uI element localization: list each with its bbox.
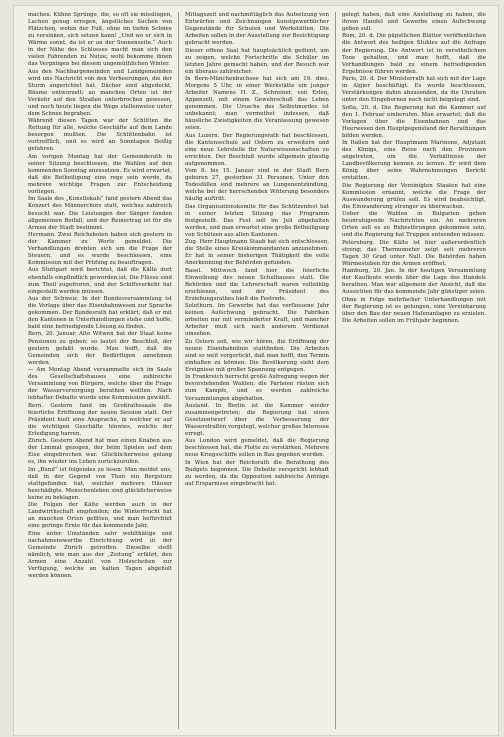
- article-paragraph: machen. Kühne Sprünge, die, so oft sie misslingen, Lachen genug erregen, ängstliches Suchen von Plätzchen, wohin der Fuß, ohne im tiefen Schnee zu versinken, sich setzen kann! „Und wo er sich in Wärme sonnt, da ist er an der Sonnenseite.“ Auch in der Nähe des Schlosses macht man sich den vielen Fahrenden zu Nutze; wohl bekomme ihnen das Vergnügen bei diesem ungemüthlichen Winter.: [28, 12, 172, 68]
- article-paragraph: Ueber die Wahlen in Bulgarien gehen beunruhigende Nachrichten ein. An mehreren Orten soll es zu Ruhestörungen gekommen sein, und die Regierung hat Truppen entsenden müssen.: [342, 211, 486, 239]
- column-middle: [178, 12, 335, 729]
- article-paragraph: Basel. Mittwoch fand hier die feierliche Einweihung des neuen Schulhauses statt. Die Behörden und die Lehrerschaft waren vollzählig erschienen, und der Präsident des Erziehungsrathes hielt die Festrede.: [185, 267, 329, 302]
- article-paragraph: Aus Stuttgart wird berichtet, daß die Kälte dort ebenfalls empfindlich geworden ist. Die Flüsse sind zum Theil zugefroren, und der Schiffsverkehr hat eingestellt werden müssen.: [28, 267, 172, 295]
- article-paragraph: Während diesen Tagen war der Schlitten die Rettung für alle, welche Geschäfte auf dem Lande besorgen mußten. Die Schlittenbahn ist vortrefflich, und es wird an Sonntagen fleißig gefahren.: [28, 118, 172, 153]
- article-paragraph: Sofia, 20. d. Die Regierung hat die Kammer auf den 1. Februar einberufen. Man erwartet, daß die Vorlagen über die Eisenbahnen und das Heerwesen den Hauptgegenstand der Berathungen bilden werden.: [342, 104, 486, 139]
- article-paragraph: Aus Luzern. Der Regierungsrath hat beschlossen, die Kantonsschule auf Ostern zu erweitern und eine neue Lehrstelle für Naturwissenschaften zu errichten. Der Beschluß wurde allgemein günstig aufgenommen.: [185, 132, 329, 167]
- article-paragraph: Im „Bund“ ist folgendes zu lesen: Man meldet uns, daß in der Gegend von Thun ein Bergsturz stattgefunden hat, welcher mehrere Häuser beschädigte. Menschenleben sind glücklicherweise keine zu beklagen.: [28, 466, 172, 501]
- column-right: [335, 12, 492, 729]
- article-paragraph: Aus der Schweiz. In der Bundesversammlung ist die Vorlage über das Eisenbahnwesen zur Sprache gekommen. Der Bundesrath hat erklärt, daß er mit den Kantonen in Unterhandlungen stehe und hoffe, bald eine befriedigende Lösung zu finden.: [28, 295, 172, 331]
- article-paragraph: Bern. Gestern fand im Großrathssaale die feierliche Eröffnung der neuen Session statt. Der Präsident hielt eine Ansprache, in welcher er auf die wichtigen Geschäfte hinwies, welche der Erledigung harren.: [28, 402, 172, 437]
- article-paragraph: In Frankreich herrscht große Aufregung wegen der bevorstehenden Wahlen; die Parteien rüsten sich zum Kampfe, und es werden zahlreiche Versammlungen abgehalten.: [185, 374, 329, 402]
- article-paragraph: Paris, 20. d. Der Ministerrath hat sich mit der Lage in Algier beschäftigt. Es wurde beschlossen, Verstärkungen dahin abzusenden, da die Unruhen unter den Eingebornen noch nicht beigelegt sind.: [342, 76, 486, 104]
- article-paragraph: Vom 8. bis 15. Januar sind in der Stadt Bern geboren 27, gestorben 31 Personen. Unter den Todesfällen sind mehrere an Lungenentzündung, welche bei der herrschenden Witterung besonders häufig auftritt.: [185, 168, 329, 203]
- article-paragraph: Eine unter Umständen sehr wohlthätige und nachahmenswerthe Einrichtung wird in der Gemeinde Zürich getroffen. Dieselbe stellt nämlich, wie man aus der „Zeitung“ erfährt, den Armen eine Anzahl von Holzscheiten zur Verfügung, welche an kalten Tagen abgeholt werden können.: [28, 530, 172, 579]
- article-paragraph: In Bern-Münchenbuchsee hat sich am 19. dies. Morgens 5 Uhr, in einer Werkstätte ein junger Arbeiter Namens H. Z., Schreiner, von Erlen, Appenzell, mit einem Gewehrschuß das Leben genommen. Die Ursache des Selbstmordes ist unbekannt; man vermuthet indessen, daß häusliche Zwistigkeiten die Veranlassung gewesen seien.: [185, 76, 329, 132]
- article-paragraph: Am vorigen Montag hat der Gemeinderath in seiner Sitzung beschlossen, die Wahlen auf den kommenden Sonntag anzusetzen. Es wird erwartet, daß die Betheiligung eine rege sein werde, da mehrere wichtige Fragen zur Entscheidung vorliegen.: [28, 153, 172, 196]
- article-paragraph: — Am Montag Abend versammelte sich im Saale des Gesellschaftshauses eine zahlreiche Versammlung von Bürgern, welche über die Frage der Wasserversorgung berathen wollten. Nach lebhafter Debatte wurde eine Kommission gewählt.: [28, 367, 172, 402]
- article-paragraph: Das Organisationskomite für das Schützenfest hat in seiner letzten Sitzung das Programm festgestellt. Das Fest soll im Juli abgehalten werden, und man erwartet eine große Betheiligung von Schützen aus allen Kantonen.: [185, 203, 329, 238]
- article-paragraph: Petersburg. Die Kälte ist hier außerordentlich streng; das Thermometer zeigt seit mehreren Tagen 30 Grad unter Null. Die Behörden haben Wärmestuben für die Armen eröffnet.: [342, 239, 486, 267]
- article-paragraph: Mittagszeit und nachmittäglich das Aufsetzung von Entwürfen und Zeichnungen kunstgewerblicher Gegenstände für Schulen und Werkstätten. Die Arbeiten sollen in der Ausstellung zur Besichtigung gebracht werden.: [185, 12, 329, 47]
- article-paragraph: Aus den Nachbargemeinden und Landgemeinden wird uns Nachricht von den Verheerungen, die der Sturm angerichtet hat. Dächer sind abgedeckt, Bäume entwurzelt; an manchen Orten ist der Verkehr auf den Straßen unterbrochen gewesen, und noch heute liegen die Wege stellenweise unter dem Schnee begraben.: [28, 68, 172, 117]
- article-paragraph: Rom, 20. d. Die päpstlichen Blätter veröffentlichen die Antwort des heiligen Stuhles auf die Anfrage der Regierung. Die Antwort ist in versöhnlichem Tone gehalten, und man hofft, daß die Verhandlungen bald zu einem befriedigenden Ergebnisse führen werden.: [342, 33, 486, 75]
- article-paragraph: In Italien hat der Hauptmann Marinone, Adjutant des Königs, eine Reise nach den Provinzen angetreten, um die Verhältnisse der Landbevölkerung kennen zu lernen. Er wird dem König über seine Wahrnehmungen Bericht erstatten.: [342, 140, 486, 182]
- article-paragraph: Ohne in Folge mehrfacher Unterhandlungen mit der Regierung ist es gelungen, eine Vereinbarung über den Bau der neuen Hafenanlagen zu erzielen. Die Arbeiten sollen im Frühjahr beginnen.: [342, 296, 486, 324]
- article-paragraph: Bern, 20. Januar. Alte Witwen hat der Staat keine Pensionen zu geben; so lautet der Beschluß, der gestern gefaßt wurde. Man hofft, daß die Gemeinden sich der Bedürftigen annehmen werden.: [28, 331, 172, 366]
- article-paragraph: Die Regierung der Vereinigten Staaten hat eine Kommission ernannt, welche die Frage der Auswanderung prüfen soll. Es wird beabsichtigt, die Einwanderung strenger zu überwachen.: [342, 182, 486, 210]
- article-paragraph: Solothurn. Im Gewerbe hat das verflossene Jahr keinen Aufschwung gebracht. Die Fabriken arbeiten nur mit verminderter Kraft, und mancher Arbeiter muß sich nach anderem Verdienst umsehen.: [185, 303, 329, 338]
- article-paragraph: Ausland. In Berlin ist die Kammer wieder zusammengetreten; die Regierung hat einen Gesetzentwurf über die Verbesserung der Wasserstraßen vorgelegt, welcher großes Interesse erregt.: [185, 402, 329, 438]
- article-paragraph: Aus London wird gemeldet, daß die Regierung beschlossen hat, die Flotte zu verstärken. Mehrere neue Kriegsschiffe sollen in Bau gegeben werden.: [185, 438, 329, 459]
- article-paragraph: Dieser offene Saal hat hauptsächlich gedient, um zu zeigen, welche Fortschritte die Schüler im letzten Jahre gemacht haben, und der Besuch war ein überaus zahlreicher.: [185, 47, 329, 75]
- column-left: [22, 12, 178, 729]
- article-paragraph: gelegt haben, daß eine Anstellung zu haben, die ihrem Handel und Gewerbe einen Aufschwung geben soll.: [342, 12, 486, 33]
- article-paragraph: Zürich. Gestern Abend hat man einen Knaben aus der Limmat gezogen, der beim Spielen auf dem Eise eingebrochen war. Glücklicherweise gelang es, ihn wieder ins Leben zurückzurufen.: [28, 438, 172, 466]
- article-paragraph: In Wien hat der Reichsrath die Berathung des Budgets begonnen. Die Debatte verspricht lebhaft zu werden, da die Opposition zahlreiche Anträge auf Ersparnisse eingebracht hat.: [185, 459, 329, 487]
- article-paragraph: Zug. Herr Hauptmann Staub hat sich entschlossen, die Stelle eines Kreiskommandanten anzunehmen. Er hat in seiner bisherigen Thätigkeit die volle Anerkennung der Behörden gefunden.: [185, 239, 329, 267]
- article-paragraph: Hamburg, 20. Jan. In der heutigen Versammlung der Kaufleute wurde über die Lage des Handels berathen. Man war allgemein der Ansicht, daß die Aussichten für das kommende Jahr günstiger seien.: [342, 268, 486, 296]
- article-paragraph: Hermann. Zwei Reichsboten haben sich gestern in der Kammer zu Worte gemeldet. Die Verhandlungen drehten sich um die Frage der Steuern, und es wurde beschlossen, eine Kommission mit der Prüfung zu beauftragen.: [28, 231, 172, 267]
- article-paragraph: Die Folgen der Kälte werden auch in der Landwirthschaft empfunden; die Winterfrucht hat an manchen Orten gelitten, und man befürchtet eine geringe Ernte für das kommende Jahr.: [28, 502, 172, 530]
- article-paragraph: Im Saale des „Kunstlokals“ fand gestern Abend das Konzert des Männerchors statt, welches zahlreich besucht war. Die Leistungen der Sänger fanden allgemeinen Beifall, und der Reinertrag ist für die Armen der Stadt bestimmt.: [28, 196, 172, 231]
- article-paragraph: Zu Ostern soll, wie wir hören, die Eröffnung der neuen Eisenbahnlinie stattfinden. Die Arbeiten sind so weit vorgerückt, daß man hofft, den Termin einhalten zu können. Die Bevölkerung sieht dem Ereignisse mit großer Spannung entgegen.: [185, 338, 329, 374]
- newspaper-page: [14, 6, 498, 735]
